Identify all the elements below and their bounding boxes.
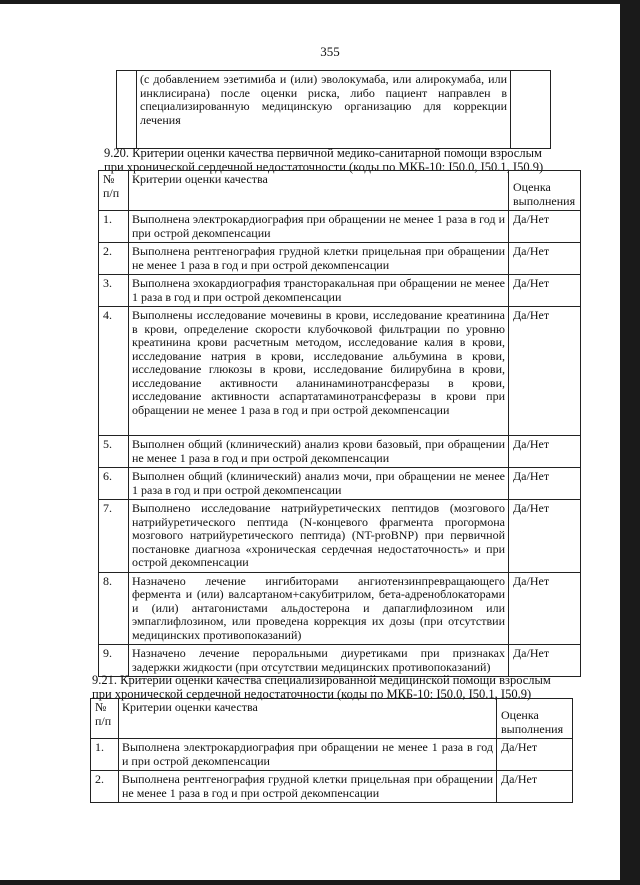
- table-row: [99, 243, 581, 275]
- row-grade: Да/Нет: [509, 211, 581, 243]
- row-num: 9.: [99, 645, 129, 677]
- grade-cell: [511, 71, 551, 149]
- row-num: 5.: [99, 436, 129, 468]
- criteria-table-9-21: [90, 698, 573, 803]
- row-grade: Да/Нет: [497, 771, 573, 803]
- row-criteria: Выполнена электрокардиография при обращении не менее 1 раза в год и при острой декомпенсации: [129, 211, 509, 243]
- row-num: 3.: [99, 275, 129, 307]
- criteria-cell: (с добавлением эзетимиба и (или) эволокумаба, или алирокумаба, или инклисирана) после оценки риска, либо пациент направлен в специализированную медицинскую организацию для коррекции лечения: [137, 71, 511, 149]
- scan-edge-top: [0, 0, 640, 4]
- row-grade: Да/Нет: [509, 436, 581, 468]
- row-grade: Да/Нет: [509, 645, 581, 677]
- table-row: [99, 468, 581, 500]
- row-criteria: Выполнена эхокардиография трансторакальная при обращении не менее 1 раза в год и при острой декомпенсации: [129, 275, 509, 307]
- row-criteria: Выполнен общий (клинический) анализ мочи, при обращении не менее 1 раза в год и при острой декомпенсации: [129, 468, 509, 500]
- row-num: 4.: [99, 307, 129, 436]
- row-criteria: Выполнены исследование мочевины в крови, исследование креатинина в крови, определение скорости клубочковой фильтрации по уровню креатинина крови расчетным методом, исследование калия в крови, исследование натрия в крови, исследование альбумина в крови, исследование глюкозы в крови, исследование билирубина в крови, исследование активности аланинаминотрансферазы в крови, исследование активности аспартатаминотрансферазы в крови при обращении не менее 1 раза в год и при острой декомпенсации: [129, 307, 509, 436]
- table-row: [99, 275, 581, 307]
- row-criteria: Назначено лечение ингибиторами ангиотензинпревращающего фермента и (или) валсартаном+сакубитрилом, бета-адреноблокаторами и (или) антагонистами альдостерона и дапаглифлозином или эмпаглифлозином, или проведена коррекция их дозы (при отсутствии медицинских противопоказаний): [129, 572, 509, 645]
- row-grade: Да/Нет: [509, 275, 581, 307]
- header-num: № п/п: [91, 699, 119, 739]
- heading-line: при хронической сердечной недостаточности (коды по МКБ-10: I50.0, I50.1, I50.9): [104, 160, 544, 174]
- scan-edge-bottom: [0, 880, 640, 885]
- row-num: 7.: [99, 500, 129, 573]
- criteria-table-9-20: [98, 170, 581, 677]
- table-header-row: [91, 699, 573, 739]
- table-row: [117, 71, 551, 149]
- scan-edge-right: [620, 0, 640, 885]
- row-grade: Да/Нет: [509, 500, 581, 573]
- header-criteria: Критерии оценки качества: [129, 171, 509, 211]
- heading-line: 9.21. Критерии оценки качества специализированной медицинской помощи взрослым: [92, 673, 551, 687]
- row-grade: Да/Нет: [509, 307, 581, 436]
- header-grade: Оценка выполнения: [497, 699, 573, 739]
- row-num: 1.: [91, 739, 119, 771]
- table-row: [99, 572, 581, 645]
- row-criteria: Выполнено исследование натрийуретических пептидов (мозгового натрийуретического пептида (N-концевого фрагмента прогормона мозгового натрийуретического пептида) (NT-proBNP) при первичной постановке диагноза «хроническая сердечная недостаточность» и при острой декомпенсации: [129, 500, 509, 573]
- row-num: 2.: [91, 771, 119, 803]
- table-header-row: [99, 171, 581, 211]
- row-criteria: Выполнена рентгенография грудной клетки прицельная при обращении не менее 1 раза в год и при острой декомпенсации: [129, 243, 509, 275]
- table-row: [91, 771, 573, 803]
- table-row: [99, 500, 581, 573]
- table-row: [99, 436, 581, 468]
- row-criteria: Выполнен общий (клинический) анализ крови базовый, при обращении не менее 1 раза в год и при острой декомпенсации: [129, 436, 509, 468]
- row-grade: Да/Нет: [497, 739, 573, 771]
- header-criteria: Критерии оценки качества: [119, 699, 497, 739]
- row-num: 8.: [99, 572, 129, 645]
- row-num: 6.: [99, 468, 129, 500]
- row-grade: Да/Нет: [509, 468, 581, 500]
- row-grade: Да/Нет: [509, 572, 581, 645]
- table-row: [99, 211, 581, 243]
- table-row: [91, 739, 573, 771]
- row-grade: Да/Нет: [509, 243, 581, 275]
- num-cell: [117, 71, 137, 149]
- page-number: 355: [320, 44, 340, 59]
- heading-line: при хронической сердечной недостаточности (коды по МКБ-10: I50.0, I50.1, I50.9): [92, 687, 532, 701]
- row-criteria: Выполнена электрокардиография при обращении не менее 1 раза в год и при острой декомпенсации: [119, 739, 497, 771]
- row-criteria: Выполнена рентгенография грудной клетки прицельная при обращении не менее 1 раза в год и при острой декомпенсации: [119, 771, 497, 803]
- row-num: 2.: [99, 243, 129, 275]
- continuation-table: [116, 70, 551, 149]
- row-num: 1.: [99, 211, 129, 243]
- table-row: [99, 307, 581, 436]
- table-row: [99, 645, 581, 677]
- row-criteria: Назначено лечение пероральными диуретиками при признаках задержки жидкости (при отсутствии медицинских противопоказаний): [129, 645, 509, 677]
- heading-line: 9.20. Критерии оценки качества первичной медико-санитарной помощи взрослым: [104, 146, 542, 160]
- section-9-21-heading: [92, 673, 574, 701]
- header-num: № п/п: [99, 171, 129, 211]
- header-grade: Оценка выполнения: [509, 171, 581, 211]
